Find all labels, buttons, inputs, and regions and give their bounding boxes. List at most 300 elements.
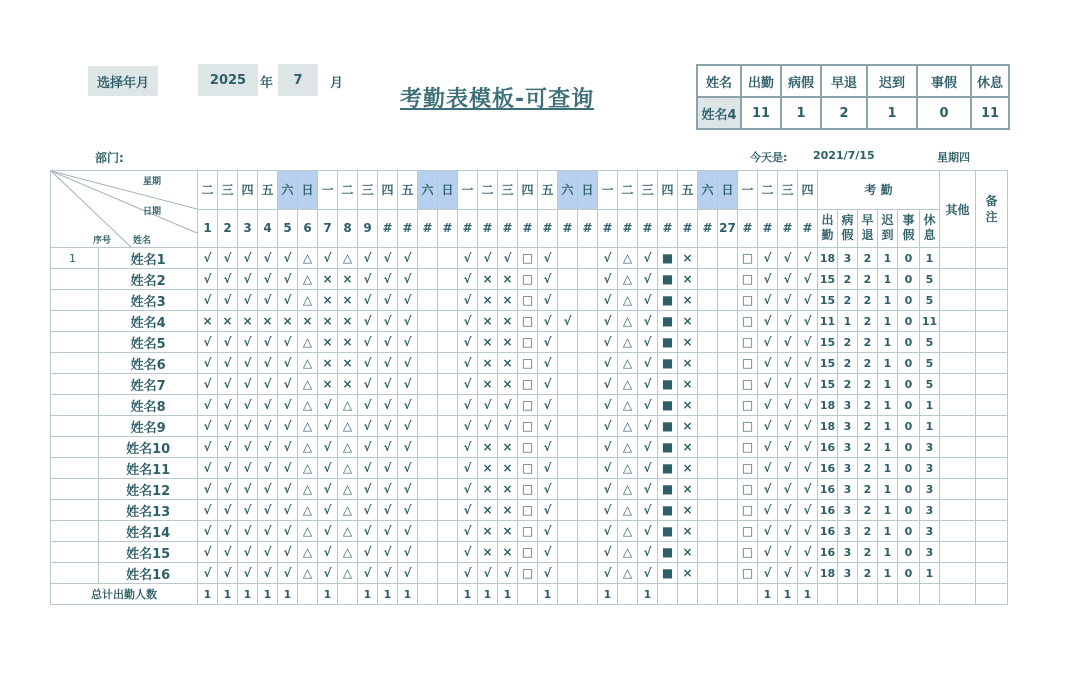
mark-cell[interactable]: √ [198,500,218,521]
mark-cell[interactable]: √ [218,542,238,563]
mark-cell[interactable]: √ [378,437,398,458]
row-name[interactable]: 姓名16 [99,563,198,584]
mark-cell[interactable]: √ [398,458,418,479]
mark-cell[interactable]: √ [358,395,378,416]
mark-cell[interactable]: √ [218,374,238,395]
mark-cell[interactable]: △ [618,353,638,374]
mark-cell[interactable]: √ [558,311,578,332]
mark-cell[interactable]: × [278,311,298,332]
row-name[interactable]: 姓名10 [99,437,198,458]
mark-cell[interactable]: □ [518,458,538,479]
mark-cell[interactable] [558,290,578,311]
mark-cell[interactable]: × [678,248,698,269]
mark-cell[interactable]: □ [738,563,758,584]
mark-cell[interactable]: △ [618,500,638,521]
mark-cell[interactable] [718,479,738,500]
mark-cell[interactable]: √ [758,269,778,290]
mark-cell[interactable] [718,311,738,332]
mark-cell[interactable]: × [498,542,518,563]
mark-cell[interactable]: √ [398,437,418,458]
mark-cell[interactable]: √ [258,479,278,500]
mark-cell[interactable]: √ [638,521,658,542]
mark-cell[interactable]: √ [238,563,258,584]
mark-cell[interactable]: × [498,269,518,290]
mark-cell[interactable]: △ [298,269,318,290]
mark-cell[interactable]: √ [758,248,778,269]
mark-cell[interactable]: √ [478,416,498,437]
mark-cell[interactable]: △ [618,395,638,416]
mark-cell[interactable]: × [338,353,358,374]
mark-cell[interactable]: √ [758,521,778,542]
mark-cell[interactable]: √ [478,248,498,269]
mark-cell[interactable] [438,290,458,311]
mark-cell[interactable]: ■ [658,437,678,458]
mark-cell[interactable]: √ [198,290,218,311]
remark-cell[interactable] [976,395,1008,416]
mark-cell[interactable]: √ [378,458,398,479]
mark-cell[interactable]: √ [238,458,258,479]
mark-cell[interactable]: × [498,500,518,521]
mark-cell[interactable]: √ [258,395,278,416]
mark-cell[interactable]: × [678,458,698,479]
mark-cell[interactable] [698,500,718,521]
other-cell[interactable] [940,353,976,374]
mark-cell[interactable] [558,437,578,458]
mark-cell[interactable]: √ [198,542,218,563]
mark-cell[interactable]: □ [738,290,758,311]
mark-cell[interactable] [578,437,598,458]
mark-cell[interactable]: △ [338,500,358,521]
mark-cell[interactable]: √ [198,395,218,416]
mark-cell[interactable]: × [478,521,498,542]
mark-cell[interactable]: √ [798,542,818,563]
mark-cell[interactable]: √ [598,395,618,416]
mark-cell[interactable]: △ [298,521,318,542]
mark-cell[interactable]: □ [738,248,758,269]
mark-cell[interactable]: △ [298,290,318,311]
mark-cell[interactable]: × [478,542,498,563]
mark-cell[interactable]: √ [238,290,258,311]
mark-cell[interactable] [578,332,598,353]
mark-cell[interactable]: △ [298,416,318,437]
remark-cell[interactable] [976,248,1008,269]
mark-cell[interactable] [558,332,578,353]
mark-cell[interactable]: √ [598,248,618,269]
mark-cell[interactable]: √ [398,395,418,416]
mark-cell[interactable]: × [498,374,518,395]
mark-cell[interactable]: √ [258,500,278,521]
mark-cell[interactable]: × [478,479,498,500]
mark-cell[interactable]: × [318,353,338,374]
mark-cell[interactable]: √ [378,542,398,563]
mark-cell[interactable]: △ [618,332,638,353]
mark-cell[interactable] [558,416,578,437]
mark-cell[interactable]: √ [358,416,378,437]
mark-cell[interactable] [718,374,738,395]
mark-cell[interactable]: √ [798,521,818,542]
mark-cell[interactable]: √ [278,374,298,395]
mark-cell[interactable]: √ [758,458,778,479]
mark-cell[interactable]: × [318,290,338,311]
mark-cell[interactable] [558,395,578,416]
mark-cell[interactable]: √ [278,563,298,584]
mark-cell[interactable]: □ [518,542,538,563]
mark-cell[interactable]: √ [538,458,558,479]
mark-cell[interactable]: √ [238,437,258,458]
mark-cell[interactable]: √ [358,269,378,290]
mark-cell[interactable]: × [338,332,358,353]
mark-cell[interactable] [718,563,738,584]
mark-cell[interactable] [438,563,458,584]
mark-cell[interactable]: √ [398,479,418,500]
mark-cell[interactable]: √ [778,248,798,269]
mark-cell[interactable]: √ [778,374,798,395]
mark-cell[interactable] [718,395,738,416]
mark-cell[interactable]: √ [378,269,398,290]
mark-cell[interactable]: √ [198,332,218,353]
mark-cell[interactable]: √ [378,374,398,395]
mark-cell[interactable]: × [498,311,518,332]
mark-cell[interactable]: ■ [658,290,678,311]
mark-cell[interactable]: √ [798,563,818,584]
mark-cell[interactable] [418,248,438,269]
mark-cell[interactable]: √ [598,290,618,311]
other-cell[interactable] [940,458,976,479]
mark-cell[interactable] [418,374,438,395]
mark-cell[interactable]: √ [458,542,478,563]
mark-cell[interactable]: √ [638,290,658,311]
mark-cell[interactable]: √ [458,416,478,437]
mark-cell[interactable] [438,500,458,521]
mark-cell[interactable]: △ [618,437,638,458]
other-cell[interactable] [940,416,976,437]
other-cell[interactable] [940,269,976,290]
mark-cell[interactable]: √ [758,395,778,416]
mark-cell[interactable] [698,290,718,311]
mark-cell[interactable]: × [478,374,498,395]
mark-cell[interactable]: × [498,458,518,479]
mark-cell[interactable]: √ [278,479,298,500]
mark-cell[interactable]: √ [458,248,478,269]
mark-cell[interactable]: □ [738,374,758,395]
mark-cell[interactable]: √ [598,542,618,563]
mark-cell[interactable]: √ [498,563,518,584]
mark-cell[interactable]: √ [598,479,618,500]
mark-cell[interactable]: √ [598,332,618,353]
mark-cell[interactable]: √ [538,290,558,311]
mark-cell[interactable]: √ [378,290,398,311]
mark-cell[interactable]: √ [458,521,478,542]
mark-cell[interactable]: × [478,311,498,332]
mark-cell[interactable]: √ [198,458,218,479]
mark-cell[interactable] [698,374,718,395]
mark-cell[interactable]: √ [278,437,298,458]
mark-cell[interactable]: √ [258,542,278,563]
mark-cell[interactable]: √ [198,521,218,542]
mark-cell[interactable]: √ [398,311,418,332]
mark-cell[interactable]: √ [598,458,618,479]
mark-cell[interactable]: √ [358,542,378,563]
mark-cell[interactable]: □ [518,248,538,269]
mark-cell[interactable]: □ [738,458,758,479]
mark-cell[interactable]: √ [358,521,378,542]
mark-cell[interactable]: × [678,269,698,290]
mark-cell[interactable] [438,311,458,332]
mark-cell[interactable] [418,437,438,458]
mark-cell[interactable]: √ [458,395,478,416]
mark-cell[interactable]: √ [378,563,398,584]
mark-cell[interactable]: √ [398,563,418,584]
mark-cell[interactable]: √ [398,269,418,290]
mark-cell[interactable] [438,416,458,437]
mark-cell[interactable]: √ [638,353,658,374]
mark-cell[interactable] [438,374,458,395]
remark-cell[interactable] [976,437,1008,458]
mark-cell[interactable]: √ [258,416,278,437]
mark-cell[interactable]: √ [218,269,238,290]
mark-cell[interactable]: √ [498,395,518,416]
mark-cell[interactable]: √ [538,521,558,542]
remark-cell[interactable] [976,269,1008,290]
mark-cell[interactable]: √ [318,479,338,500]
mark-cell[interactable]: √ [218,437,238,458]
mark-cell[interactable]: √ [238,332,258,353]
mark-cell[interactable]: × [318,374,338,395]
mark-cell[interactable]: × [318,332,338,353]
mark-cell[interactable]: √ [258,374,278,395]
mark-cell[interactable]: √ [258,353,278,374]
mark-cell[interactable]: × [238,311,258,332]
mark-cell[interactable]: √ [798,479,818,500]
mark-cell[interactable] [718,353,738,374]
mark-cell[interactable]: √ [198,374,218,395]
mark-cell[interactable]: √ [458,353,478,374]
mark-cell[interactable] [558,269,578,290]
mark-cell[interactable]: √ [778,332,798,353]
mark-cell[interactable]: ■ [658,416,678,437]
mark-cell[interactable]: ■ [658,248,678,269]
mark-cell[interactable]: √ [238,500,258,521]
mark-cell[interactable]: √ [598,311,618,332]
mark-cell[interactable]: △ [618,374,638,395]
mark-cell[interactable]: √ [798,395,818,416]
mark-cell[interactable]: △ [338,458,358,479]
mark-cell[interactable]: √ [638,311,658,332]
mark-cell[interactable]: □ [738,500,758,521]
mark-cell[interactable] [438,332,458,353]
mark-cell[interactable]: √ [358,332,378,353]
mark-cell[interactable]: √ [218,458,238,479]
mark-cell[interactable] [418,416,438,437]
mark-cell[interactable]: △ [298,563,318,584]
mark-cell[interactable] [558,521,578,542]
mark-cell[interactable]: × [498,332,518,353]
mark-cell[interactable]: √ [258,521,278,542]
mark-cell[interactable] [718,248,738,269]
mark-cell[interactable]: × [478,437,498,458]
row-name[interactable]: 姓名8 [99,395,198,416]
mark-cell[interactable] [698,542,718,563]
mark-cell[interactable] [438,248,458,269]
mark-cell[interactable] [718,332,738,353]
mark-cell[interactable]: √ [238,248,258,269]
mark-cell[interactable]: × [478,269,498,290]
mark-cell[interactable]: △ [618,290,638,311]
mark-cell[interactable]: △ [298,248,318,269]
mark-cell[interactable]: × [678,374,698,395]
mark-cell[interactable]: √ [758,290,778,311]
mark-cell[interactable]: ■ [658,521,678,542]
mark-cell[interactable]: √ [218,479,238,500]
mark-cell[interactable] [698,395,718,416]
mark-cell[interactable]: √ [798,374,818,395]
mark-cell[interactable]: √ [538,563,558,584]
row-name[interactable]: 姓名9 [99,416,198,437]
mark-cell[interactable] [438,542,458,563]
mark-cell[interactable]: √ [398,248,418,269]
mark-cell[interactable]: × [678,290,698,311]
mark-cell[interactable]: × [678,416,698,437]
mark-cell[interactable]: √ [358,500,378,521]
mark-cell[interactable] [438,521,458,542]
mark-cell[interactable]: □ [738,395,758,416]
mark-cell[interactable]: √ [318,416,338,437]
mark-cell[interactable]: □ [518,437,538,458]
mark-cell[interactable]: √ [498,248,518,269]
mark-cell[interactable] [698,353,718,374]
mark-cell[interactable]: √ [758,563,778,584]
mark-cell[interactable] [558,500,578,521]
mark-cell[interactable] [698,248,718,269]
mark-cell[interactable]: √ [538,353,558,374]
mark-cell[interactable]: √ [278,332,298,353]
mark-cell[interactable]: √ [218,248,238,269]
mark-cell[interactable]: √ [358,290,378,311]
mark-cell[interactable]: √ [538,500,558,521]
mark-cell[interactable] [438,479,458,500]
mark-cell[interactable]: √ [378,500,398,521]
mark-cell[interactable] [698,437,718,458]
mark-cell[interactable]: √ [238,479,258,500]
mark-cell[interactable]: □ [738,437,758,458]
mark-cell[interactable]: √ [378,395,398,416]
mark-cell[interactable]: ■ [658,563,678,584]
mark-cell[interactable] [578,542,598,563]
other-cell[interactable] [940,248,976,269]
mark-cell[interactable]: √ [358,374,378,395]
mark-cell[interactable] [698,521,718,542]
mark-cell[interactable] [438,395,458,416]
mark-cell[interactable]: □ [738,269,758,290]
mark-cell[interactable] [438,353,458,374]
mark-cell[interactable]: √ [798,290,818,311]
mark-cell[interactable]: △ [618,248,638,269]
mark-cell[interactable]: √ [458,500,478,521]
mark-cell[interactable]: △ [618,542,638,563]
row-name[interactable]: 姓名3 [99,290,198,311]
mark-cell[interactable] [558,563,578,584]
mark-cell[interactable]: √ [398,332,418,353]
mark-cell[interactable]: × [338,290,358,311]
mark-cell[interactable]: √ [458,458,478,479]
mark-cell[interactable] [578,416,598,437]
mark-cell[interactable]: √ [378,311,398,332]
other-cell[interactable] [940,395,976,416]
mark-cell[interactable]: √ [598,416,618,437]
mark-cell[interactable]: × [498,479,518,500]
mark-cell[interactable]: △ [298,479,318,500]
mark-cell[interactable] [578,479,598,500]
row-name[interactable]: 姓名14 [99,521,198,542]
mark-cell[interactable] [578,311,598,332]
mark-cell[interactable]: × [498,521,518,542]
other-cell[interactable] [940,332,976,353]
mark-cell[interactable]: × [498,290,518,311]
row-name[interactable]: 姓名15 [99,542,198,563]
mark-cell[interactable] [578,563,598,584]
mark-cell[interactable]: √ [318,542,338,563]
mark-cell[interactable]: √ [598,374,618,395]
remark-cell[interactable] [976,458,1008,479]
mark-cell[interactable]: √ [358,311,378,332]
mark-cell[interactable] [418,500,438,521]
mark-cell[interactable] [578,290,598,311]
mark-cell[interactable]: × [678,437,698,458]
mark-cell[interactable]: × [318,311,338,332]
mark-cell[interactable]: √ [778,437,798,458]
mark-cell[interactable]: ■ [658,500,678,521]
mark-cell[interactable]: √ [778,563,798,584]
mark-cell[interactable]: √ [638,458,658,479]
mark-cell[interactable]: △ [338,437,358,458]
mark-cell[interactable] [558,542,578,563]
mark-cell[interactable]: √ [538,437,558,458]
mark-cell[interactable]: √ [278,500,298,521]
mark-cell[interactable]: √ [198,563,218,584]
mark-cell[interactable]: × [678,542,698,563]
mark-cell[interactable]: √ [398,542,418,563]
remark-cell[interactable] [976,374,1008,395]
mark-cell[interactable]: √ [538,395,558,416]
mark-cell[interactable] [578,458,598,479]
mark-cell[interactable]: √ [318,458,338,479]
mark-cell[interactable]: √ [198,479,218,500]
mark-cell[interactable] [718,500,738,521]
mark-cell[interactable]: √ [198,248,218,269]
mark-cell[interactable]: √ [358,353,378,374]
mark-cell[interactable] [418,311,438,332]
mark-cell[interactable]: √ [278,395,298,416]
mark-cell[interactable]: √ [778,521,798,542]
mark-cell[interactable]: □ [738,416,758,437]
mark-cell[interactable]: √ [258,437,278,458]
mark-cell[interactable]: √ [478,395,498,416]
mark-cell[interactable]: √ [318,563,338,584]
mark-cell[interactable]: √ [778,458,798,479]
mark-cell[interactable]: √ [278,542,298,563]
mark-cell[interactable]: √ [358,479,378,500]
mark-cell[interactable]: √ [458,269,478,290]
mark-cell[interactable]: √ [798,416,818,437]
mark-cell[interactable]: √ [538,416,558,437]
mark-cell[interactable] [438,269,458,290]
mark-cell[interactable]: △ [618,563,638,584]
mark-cell[interactable] [418,269,438,290]
mark-cell[interactable]: √ [638,395,658,416]
mark-cell[interactable]: △ [618,479,638,500]
query-name-value[interactable]: 姓名4 [697,97,741,129]
mark-cell[interactable]: √ [278,269,298,290]
